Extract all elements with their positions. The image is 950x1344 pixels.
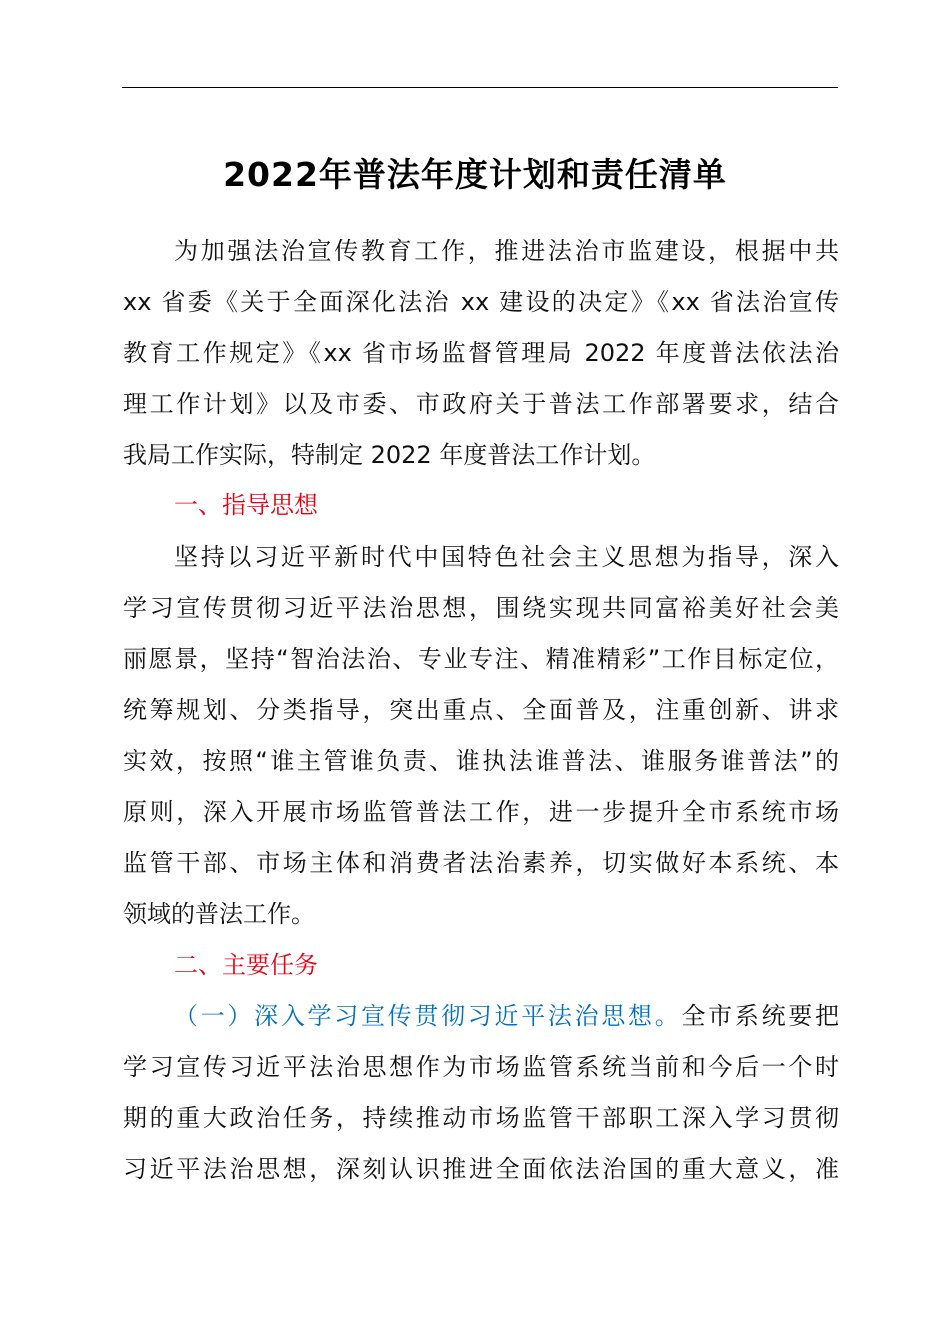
- paragraph-line: 监管干部、市场主体和消费者法治素养，切实做好本系统、本: [123, 849, 839, 877]
- intro-line: xx 省委《关于全面深化法治 xx 建设的决定》《xx 省法治宣传: [123, 288, 839, 316]
- paragraph-line: 丽愿景，坚持“智治法治、专业专注、精准精彩”工作目标定位，: [123, 645, 839, 673]
- paragraph-line: 实效，按照“谁主管谁负责、谁执法谁普法、谁服务谁普法”的: [123, 747, 839, 775]
- intro-line: 我局工作实际，特制定 2022 年度普法工作计划。: [123, 441, 656, 469]
- paragraph-line: 领域的普法工作。: [123, 900, 315, 928]
- document-title: 2022年普法年度计划和责任清单: [223, 155, 727, 194]
- intro-line: 为加强法治宣传教育工作，推进法治市监建设，根据中共: [174, 237, 839, 265]
- intro-paragraph: [123, 226, 839, 481]
- section-heading-guiding-ideology: [123, 480, 839, 531]
- intro-line: 理工作计划》以及市委、市政府关于普法工作部署要求，结合: [123, 390, 839, 418]
- subsection-heading: （一）深入学习宣传贯彻习近平法治思想。: [174, 1002, 682, 1030]
- paragraph-line: 原则，深入开展市场监管普法工作，进一步提升全市系统市场: [123, 798, 839, 826]
- guiding-ideology-paragraph: [123, 532, 839, 940]
- paragraph-line-rest: 全市系统要把: [681, 1002, 840, 1030]
- intro-line: 教育工作规定》《xx 省市场监督管理局 2022 年度普法依法治: [123, 339, 839, 367]
- paragraph-line: 坚持以习近平新时代中国特色社会主义思想为指导，深入: [174, 543, 839, 571]
- section-heading-main-tasks: [123, 940, 839, 991]
- main-tasks-paragraph: [123, 991, 839, 1195]
- section-heading-text: 一、指导思想: [174, 491, 318, 519]
- paragraph-first-line: [123, 991, 839, 1042]
- paragraph-line: 习近平法治思想，深刻认识推进全面依法治国的重大意义，准: [123, 1155, 839, 1183]
- section-heading-text: 二、主要任务: [174, 951, 318, 979]
- paragraph-line: 期的重大政治任务，持续推动市场监管干部职工深入学习贯彻: [123, 1104, 839, 1132]
- paragraph-line: 统筹规划、分类指导，突出重点、全面普及，注重创新、讲求: [123, 696, 839, 724]
- header-rule: [122, 87, 838, 88]
- paragraph-line: 学习宣传习近平法治思想作为市场监管系统当前和今后一个时: [123, 1053, 839, 1081]
- paragraph-line: 学习宣传贯彻习近平法治思想，围绕实现共同富裕美好社会美: [123, 594, 839, 622]
